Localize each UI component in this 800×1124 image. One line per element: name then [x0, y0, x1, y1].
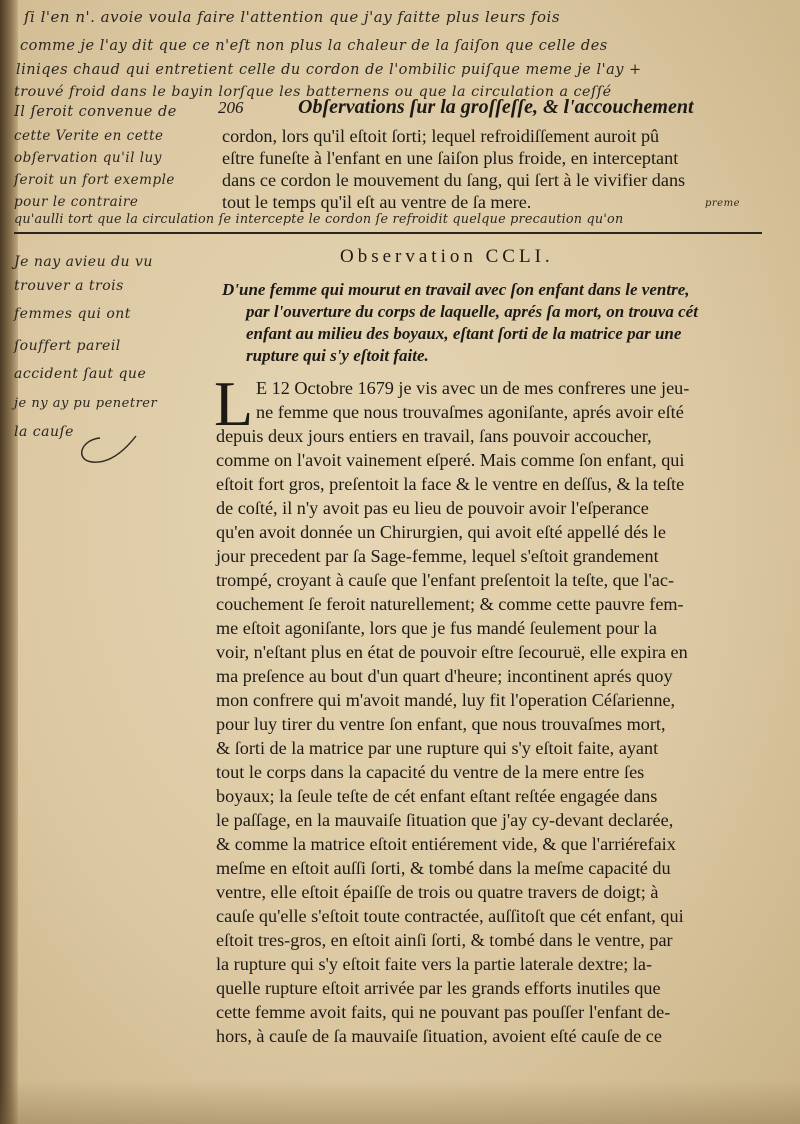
observation-heading: Observation CCLI.	[340, 246, 554, 267]
body-line: tout le corps dans la capacité du ventre de la mere entre ſes	[216, 762, 645, 782]
body-line: eſtoit tres-gros, en eſtoit ainſi ſorti, & tombé dans le ventre, par	[216, 930, 673, 950]
body-line: qu'en avoit donnée un Chirurgien, qui avoit eſté appellé dés le	[216, 522, 666, 542]
observation-summary-line: rupture qui s'y eſtoit faite.	[246, 346, 429, 365]
body-line: la rupture qui s'y eſtoit faite vers la partie laterale dextre; la-	[216, 954, 653, 974]
drop-cap-letter: L	[214, 368, 254, 439]
margin-note-side-line-2: trouver a trois	[14, 278, 124, 294]
page-number: 206	[218, 98, 244, 117]
handwritten-note-line-3: liniqes chaud qui entretient celle du cordon de l'ombilic puiſque meme je l'ay +	[16, 62, 642, 78]
handwritten-insert-superscript: preme	[705, 198, 740, 209]
body-line: cette femme avoit faits, qui ne pouvant pas pouſſer l'enfant de-	[216, 1002, 671, 1022]
paragraph-line: cordon, lors qu'il eſtoit ſorti; lequel refroidiſſement auroit pû	[222, 126, 660, 146]
body-line: ma preſence au bout d'un quart d'heure; incontinent aprés quoy	[216, 666, 673, 686]
body-line: comme on l'avoit vainement eſperé. Mais comme ſon enfant, qui	[216, 450, 685, 470]
body-line: boyaux; la ſeule teſte de cét enfant eſtant reſtée engagée dans	[216, 786, 658, 806]
paragraph-line: tout le temps qu'il eſt au ventre de ſa mere.	[222, 192, 532, 212]
body-line: depuis deux jours entiers en travail, ſans pouvoir accoucher,	[216, 426, 652, 446]
margin-note-top-line-1: cette Verite en cette	[14, 128, 164, 144]
handwritten-insert-line: qu'aulli tort que la circulation ſe intercepte le cordon ſe refroidit quelque precaution qu'on	[14, 212, 624, 227]
body-line: voir, n'eſtant plus en état de pouvoir eſtre ſecouruë, elle expira en	[216, 642, 688, 662]
underline-rule	[14, 232, 762, 234]
margin-note-top-line-3: ſeroit un fort exemple	[14, 172, 175, 188]
margin-note-side-line-3: femmes qui ont	[14, 306, 131, 322]
body-line: jour precedent par ſa Sage-femme, lequel s'eſtoit grandement	[216, 546, 659, 566]
margin-note-side-line-5: accident ſaut que	[14, 366, 147, 382]
body-line: cauſe qu'elle s'eſtoit toute contractée, auſſitoſt que cét enfant, qui	[216, 906, 684, 926]
body-line: hors, à cauſe de ſa mauvaiſe ſituation, avoient eſté cauſe de ce	[216, 1026, 662, 1046]
handwritten-note-line-2: comme je l'ay dit que ce n'eſt non plus la chaleur de la ſaiſon que celle des	[20, 38, 608, 54]
body-line: E 12 Octobre 1679 je vis avec un de mes confreres une jeu-	[256, 378, 690, 398]
handwritten-note-line-4: trouvé froid dans le bayin lorſque les batternens ou que la circulation a ceſſé	[14, 84, 612, 100]
observation-summary-line: enfant au milieu des boyaux, eſtant ſorti de la matrice par une	[246, 324, 682, 343]
body-line: ne femme que nous trouvaſmes agoniſante, aprés avoir eſté	[256, 402, 684, 422]
pen-flourish-icon	[70, 430, 140, 470]
handwritten-note-line-5: Il ſeroit convenue de	[14, 104, 177, 120]
body-line: me eſtoit agoniſante, lors que je fus mandé ſeulement pour la	[216, 618, 657, 638]
body-line: ventre, elle eſtoit épaiſſe de trois ou quatre travers de doigt; à	[216, 882, 659, 902]
body-line: trompé, croyant à cauſe que l'enfant preſentoit la teſte, que l'ac-	[216, 570, 674, 590]
margin-note-side-line-1: Je nay avieu du vu	[14, 254, 153, 270]
observation-summary-line: D'une femme qui mourut en travail avec ſon enfant dans le ventre,	[222, 280, 690, 299]
body-line: le paſſage, en la mauvaiſe ſituation que j'ay cy-devant declarée,	[216, 810, 674, 830]
observation-summary-line: par l'ouverture du corps de laquelle, aprés ſa mort, on trouva cét	[246, 302, 698, 321]
body-line: pour luy tirer du ventre ſon enfant, que nous trouvaſmes mort,	[216, 714, 666, 734]
body-line: couchement ſe feroit naturellement; & comme cette pauvre fem-	[216, 594, 684, 614]
body-line: mon confrere qui m'avoit mandé, luy fit l'operation Céſarienne,	[216, 690, 676, 710]
margin-note-side-line-7: la cauſe	[14, 424, 74, 440]
margin-note-top-line-2: obſervation qu'il luy	[14, 150, 162, 166]
running-header-title: Obſervations ſur la groſſeſſe, & l'accouchement	[298, 96, 694, 118]
body-line: & ſorti de la matrice par une rupture qui s'y eſtoit faite, ayant	[216, 738, 659, 758]
body-line: & comme la matrice eſtoit entiérement vide, & que l'arriérefaix	[216, 834, 676, 854]
body-line: eſtoit fort gros, preſentoit la face & le ventre en deſſus, & la teſte	[216, 474, 685, 494]
body-line: quelle rupture eſtoit arrivée par les grands efforts inutiles que	[216, 978, 661, 998]
handwritten-note-line-1: ſi l'en n'. avoie voula faire l'attention que j'ay faitte plus leurs fois	[24, 8, 561, 26]
paragraph-line: dans ce cordon le mouvement du ſang, qui ſert à le vivifier dans	[222, 170, 686, 190]
margin-note-side-line-6: je ny ay pu penetrer	[14, 396, 158, 411]
margin-note-side-line-4: ſouffert pareil	[14, 338, 121, 354]
body-line: de coſté, il n'y avoit pas eu lieu de pouvoir avoir l'eſperance	[216, 498, 649, 518]
margin-note-top-line-4: pour le contraire	[14, 194, 139, 210]
paragraph-line: eſtre funeſte à l'enfant en une ſaiſon plus froide, en interceptant	[222, 148, 679, 168]
body-line: meſme en eſtoit auſſi ſorti, & tombé dans la meſme capacité du	[216, 858, 671, 878]
page-binding-shadow	[0, 0, 18, 1124]
page-bottom-shadow	[0, 1080, 800, 1124]
